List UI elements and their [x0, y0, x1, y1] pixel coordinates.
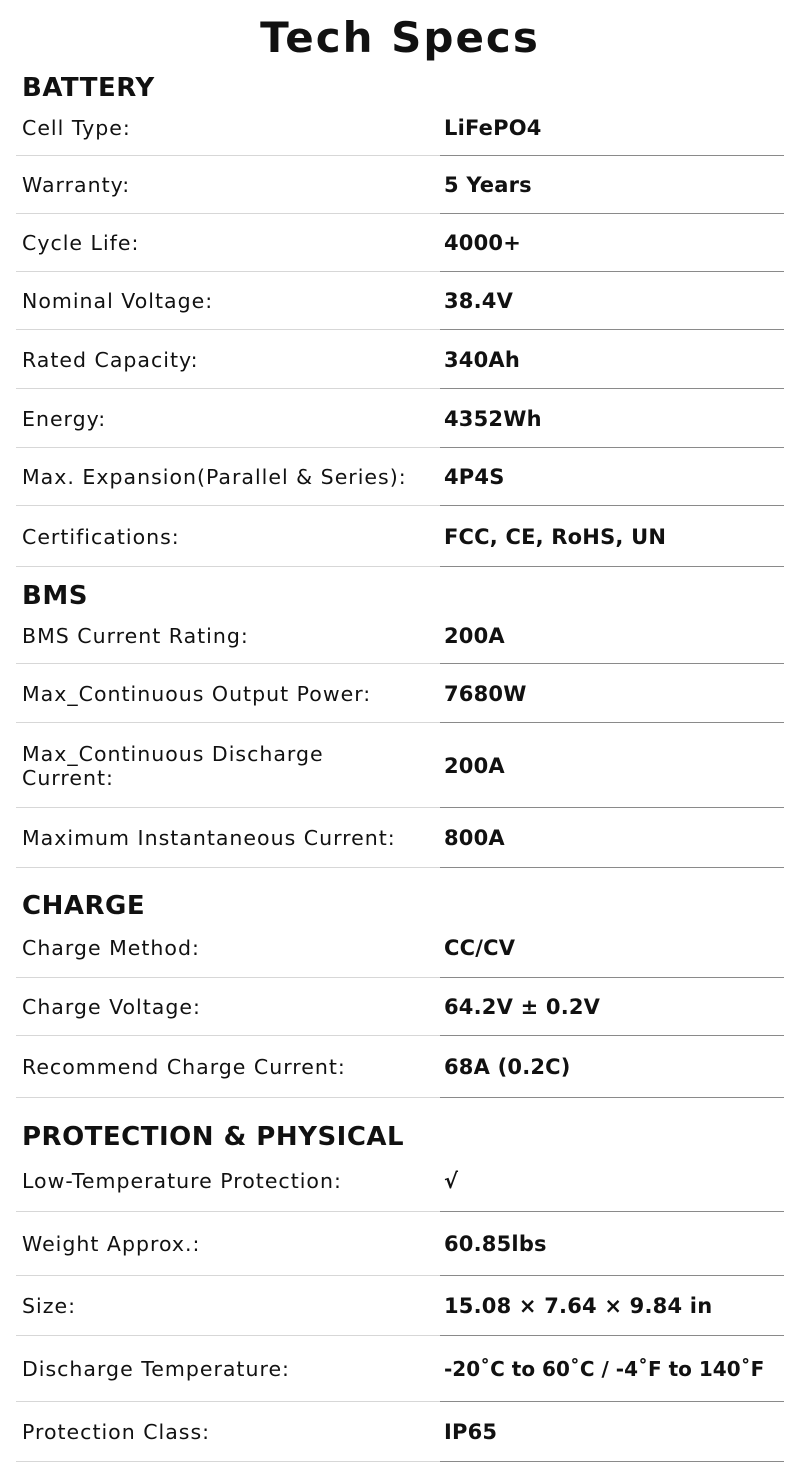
row-divider — [16, 1097, 440, 1098]
spec-value: 4P4S — [444, 465, 505, 489]
spec-row-bms-current-rating — [0, 608, 800, 664]
spec-label: Energy: — [22, 406, 107, 431]
spec-row-cell-type — [0, 100, 800, 156]
spec-row-warranty — [0, 156, 800, 214]
row-divider — [16, 867, 440, 868]
spec-row-weight — [0, 1212, 800, 1276]
spec-value: FCC, CE, RoHS, UN — [444, 524, 667, 549]
spec-value: 38.4V — [444, 289, 514, 313]
spec-value: 5 Years — [444, 173, 532, 197]
spec-row-instantaneous-current — [0, 808, 800, 868]
spec-row-cycle-life — [0, 214, 800, 272]
spec-row-max-expansion — [0, 448, 800, 506]
spec-row-rated-capacity — [0, 330, 800, 389]
section-heading-battery: BATTERY — [22, 73, 155, 103]
spec-label: Size: — [22, 1294, 76, 1318]
spec-label: Charge Method: — [22, 936, 200, 960]
spec-value: CC/CV — [444, 936, 516, 960]
section-heading-charge: CHARGE — [22, 891, 146, 921]
spec-label: Certifications: — [22, 524, 180, 549]
spec-row-continuous-output-power — [0, 664, 800, 723]
spec-value: 200A — [444, 624, 505, 648]
spec-value: 68A (0.2C) — [444, 1055, 571, 1079]
spec-label: Recommend Charge Current: — [22, 1055, 346, 1079]
row-divider — [16, 566, 440, 567]
spec-label: Max_Continuous Output Power: — [22, 681, 372, 706]
spec-label: Charge Voltage: — [22, 995, 201, 1019]
spec-label: Cell Type: — [22, 116, 131, 140]
spec-label: Discharge Temperature: — [22, 1357, 290, 1381]
row-divider — [440, 1461, 784, 1462]
section-heading-protection-physical: PROTECTION & PHYSICAL — [22, 1122, 405, 1152]
row-divider — [440, 1097, 784, 1098]
spec-row-nominal-voltage — [0, 272, 800, 330]
spec-label: Weight Approx.: — [22, 1232, 201, 1256]
spec-value: 60.85lbs — [444, 1232, 547, 1256]
spec-label: Max_Continuous Discharge Current: — [22, 741, 324, 790]
spec-row-certifications — [0, 506, 800, 567]
spec-row-discharge-temperature — [0, 1336, 800, 1402]
spec-value: IP65 — [444, 1420, 498, 1444]
spec-row-charge-current — [0, 1036, 800, 1098]
page-title: Tech Specs — [260, 13, 540, 62]
spec-label: Protection Class: — [22, 1420, 211, 1444]
spec-value: 15.08 × 7.64 × 9.84 in — [444, 1294, 713, 1318]
row-divider — [440, 566, 784, 567]
spec-row-continuous-discharge-current — [0, 723, 800, 808]
row-divider — [16, 1461, 440, 1462]
spec-value: 7680W — [444, 681, 527, 706]
spec-row-low-temp-protection — [0, 1150, 800, 1212]
spec-label: Rated Capacity: — [22, 347, 199, 372]
spec-value: 800A — [444, 826, 505, 850]
spec-value: 4352Wh — [444, 406, 542, 431]
row-divider — [440, 867, 784, 868]
spec-row-energy — [0, 389, 800, 448]
spec-label: BMS Current Rating: — [22, 624, 249, 648]
spec-value: -20˚C to 60˚C / -4˚F to 140˚F — [444, 1357, 765, 1381]
spec-label: Maximum Instantaneous Current: — [22, 826, 396, 850]
spec-value: 200A — [444, 753, 505, 778]
spec-value: 340Ah — [444, 347, 521, 372]
spec-label: Max. Expansion(Parallel & Series): — [22, 465, 407, 489]
spec-label: Low-Temperature Protection: — [22, 1169, 342, 1193]
spec-row-charge-voltage — [0, 978, 800, 1036]
spec-row-charge-method — [0, 918, 800, 978]
spec-value: √ — [444, 1169, 459, 1193]
spec-label: Nominal Voltage: — [22, 289, 214, 313]
spec-value: 64.2V ± 0.2V — [444, 995, 601, 1019]
spec-row-size — [0, 1276, 800, 1336]
spec-label: Warranty: — [22, 173, 131, 197]
spec-value: LiFePO4 — [444, 116, 542, 140]
spec-label: Cycle Life: — [22, 231, 140, 255]
spec-row-protection-class — [0, 1402, 800, 1462]
spec-value: 4000+ — [444, 231, 522, 255]
section-heading-bms: BMS — [22, 581, 88, 611]
